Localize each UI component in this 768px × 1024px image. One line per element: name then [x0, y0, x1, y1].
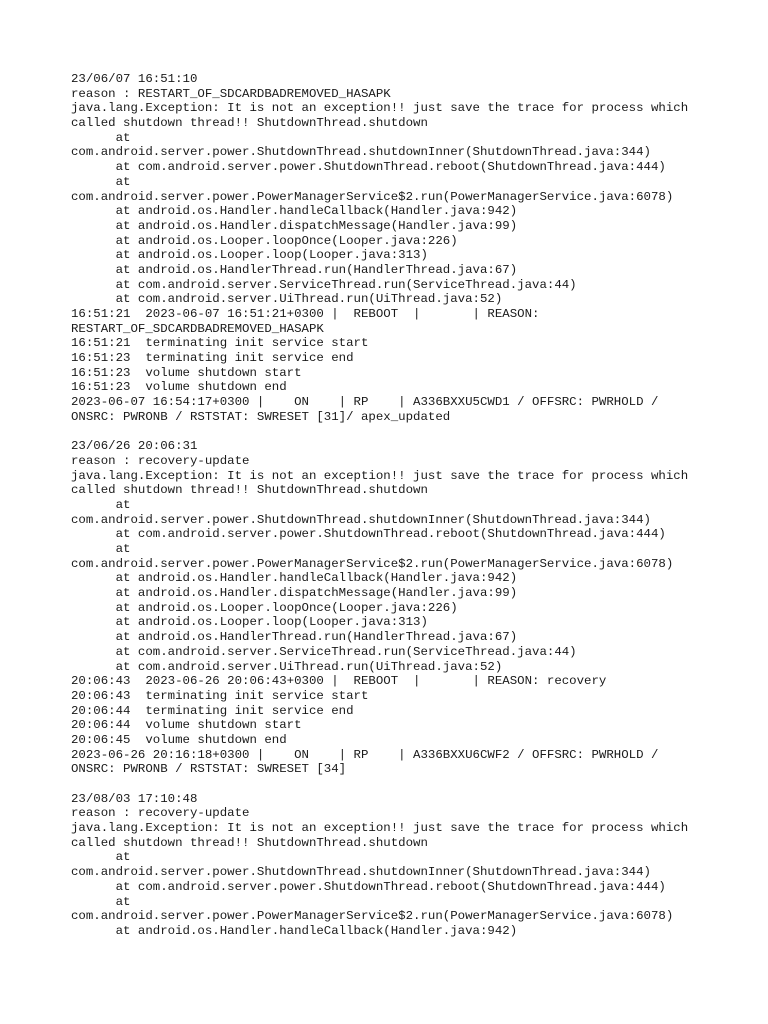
log-line: 16:51:23 terminating init service end [71, 351, 354, 366]
log-line: 20:06:43 terminating init service start [71, 688, 369, 703]
log-line [71, 425, 741, 440]
log-line: 16:51:21 2023-06-07 16:51:21+0300 | REBOOT | | REASON: [71, 307, 540, 321]
log-line: 20:06:45 volume shutdown end [71, 732, 287, 747]
log-line: at [71, 850, 131, 865]
log-line: 23/06/07 16:51:10 [71, 72, 198, 86]
log-line: at android.os.Looper.loop(Looper.java:313) [71, 615, 428, 630]
log-line: ONSRC: PWRONB / RSTSTAT: SWRESET [31]/ apex_updated [71, 409, 451, 424]
log-line: 23/08/03 17:10:48 [71, 791, 198, 806]
log-line: at [71, 894, 131, 909]
log-line: com.android.server.power.PowerManagerService$2.run(PowerManagerService.java:6078) [71, 909, 674, 924]
log-line: 2023-06-07 16:54:17+0300 | ON | RP | A336BXXU5CWD1 / OFFSRC: PWRHOLD / [71, 395, 659, 410]
log-line: 20:06:44 volume shutdown start [71, 718, 302, 733]
log-line: 16:51:23 volume shutdown start [71, 365, 302, 380]
log-line: at android.os.Handler.handleCallback(Handler.java:942) [71, 571, 518, 586]
log-line: at com.android.server.UiThread.run(UiThread.java:52) [71, 659, 503, 674]
log-line: 20:06:43 2023-06-26 20:06:43+0300 | REBOOT | | REASON: recovery [71, 674, 607, 689]
log-line: at [71, 130, 131, 145]
log-line: RESTART_OF_SDCARDBADREMOVED_HASAPK [71, 321, 324, 336]
log-line: at com.android.server.UiThread.run(UiThread.java:52) [71, 292, 503, 307]
log-line: called shutdown thread!! ShutdownThread.shutdown [71, 483, 428, 498]
log-line: at [71, 174, 131, 189]
log-line: at com.android.server.ServiceThread.run(ServiceThread.java:44) [71, 644, 577, 659]
log-line: com.android.server.power.ShutdownThread.shutdownInner(ShutdownThread.java:344) [71, 865, 651, 880]
log-line: at android.os.Handler.handleCallback(Handler.java:942) [71, 204, 518, 219]
log-line: 20:06:44 terminating init service end [71, 703, 354, 718]
log-line: at android.os.Looper.loopOnce(Looper.java:226) [71, 233, 458, 248]
log-line: at android.os.Handler.dispatchMessage(Handler.java:99) [71, 218, 518, 233]
log-line: at android.os.Handler.dispatchMessage(Handler.java:99) [71, 586, 518, 601]
log-line: called shutdown thread!! ShutdownThread.shutdown [71, 116, 428, 131]
log-line: java.lang.Exception: It is not an exception!! just save the trace for process which [71, 821, 689, 836]
log-line: at com.android.server.power.ShutdownThread.reboot(ShutdownThread.java:444) [71, 160, 666, 175]
log-line: com.android.server.power.ShutdownThread.shutdownInner(ShutdownThread.java:344) [71, 145, 651, 160]
log-line: called shutdown thread!! ShutdownThread.shutdown [71, 835, 428, 850]
log-line: at com.android.server.power.ShutdownThread.reboot(ShutdownThread.java:444) [71, 527, 666, 542]
log-line: reason : recovery-update [71, 453, 250, 468]
log-line: ONSRC: PWRONB / RSTSTAT: SWRESET [34] [71, 762, 347, 777]
log-line: at android.os.HandlerThread.run(HandlerThread.java:67) [71, 630, 518, 645]
log-line: com.android.server.power.ShutdownThread.shutdownInner(ShutdownThread.java:344) [71, 512, 651, 527]
log-line: com.android.server.power.PowerManagerService$2.run(PowerManagerService.java:6078) [71, 556, 674, 571]
log-document [71, 72, 741, 939]
log-line: 16:51:21 terminating init service start [71, 336, 369, 351]
log-line [71, 777, 741, 792]
log-line: at android.os.Handler.handleCallback(Handler.java:942) [71, 923, 518, 938]
log-line: 2023-06-26 20:16:18+0300 | ON | RP | A336BXXU6CWF2 / OFFSRC: PWRHOLD / [71, 747, 659, 762]
log-line: at [71, 497, 131, 512]
log-line: reason : recovery-update [71, 806, 250, 821]
log-line: reason : RESTART_OF_SDCARDBADREMOVED_HASAPK [71, 86, 391, 101]
log-line: java.lang.Exception: It is not an exception!! just save the trace for process which [71, 468, 689, 483]
log-line: com.android.server.power.PowerManagerService$2.run(PowerManagerService.java:6078) [71, 189, 674, 204]
log-line: 23/06/26 20:06:31 [71, 439, 198, 454]
log-line: at android.os.HandlerThread.run(HandlerThread.java:67) [71, 262, 518, 277]
log-line: at com.android.server.ServiceThread.run(ServiceThread.java:44) [71, 277, 577, 292]
log-line: at android.os.Looper.loopOnce(Looper.java:226) [71, 600, 458, 615]
log-line: 16:51:23 volume shutdown end [71, 380, 287, 395]
log-line: at com.android.server.power.ShutdownThread.reboot(ShutdownThread.java:444) [71, 879, 666, 894]
log-line: at [71, 542, 131, 556]
log-line: at android.os.Looper.loop(Looper.java:313) [71, 248, 428, 263]
log-line: java.lang.Exception: It is not an exception!! just save the trace for process which [71, 101, 689, 116]
